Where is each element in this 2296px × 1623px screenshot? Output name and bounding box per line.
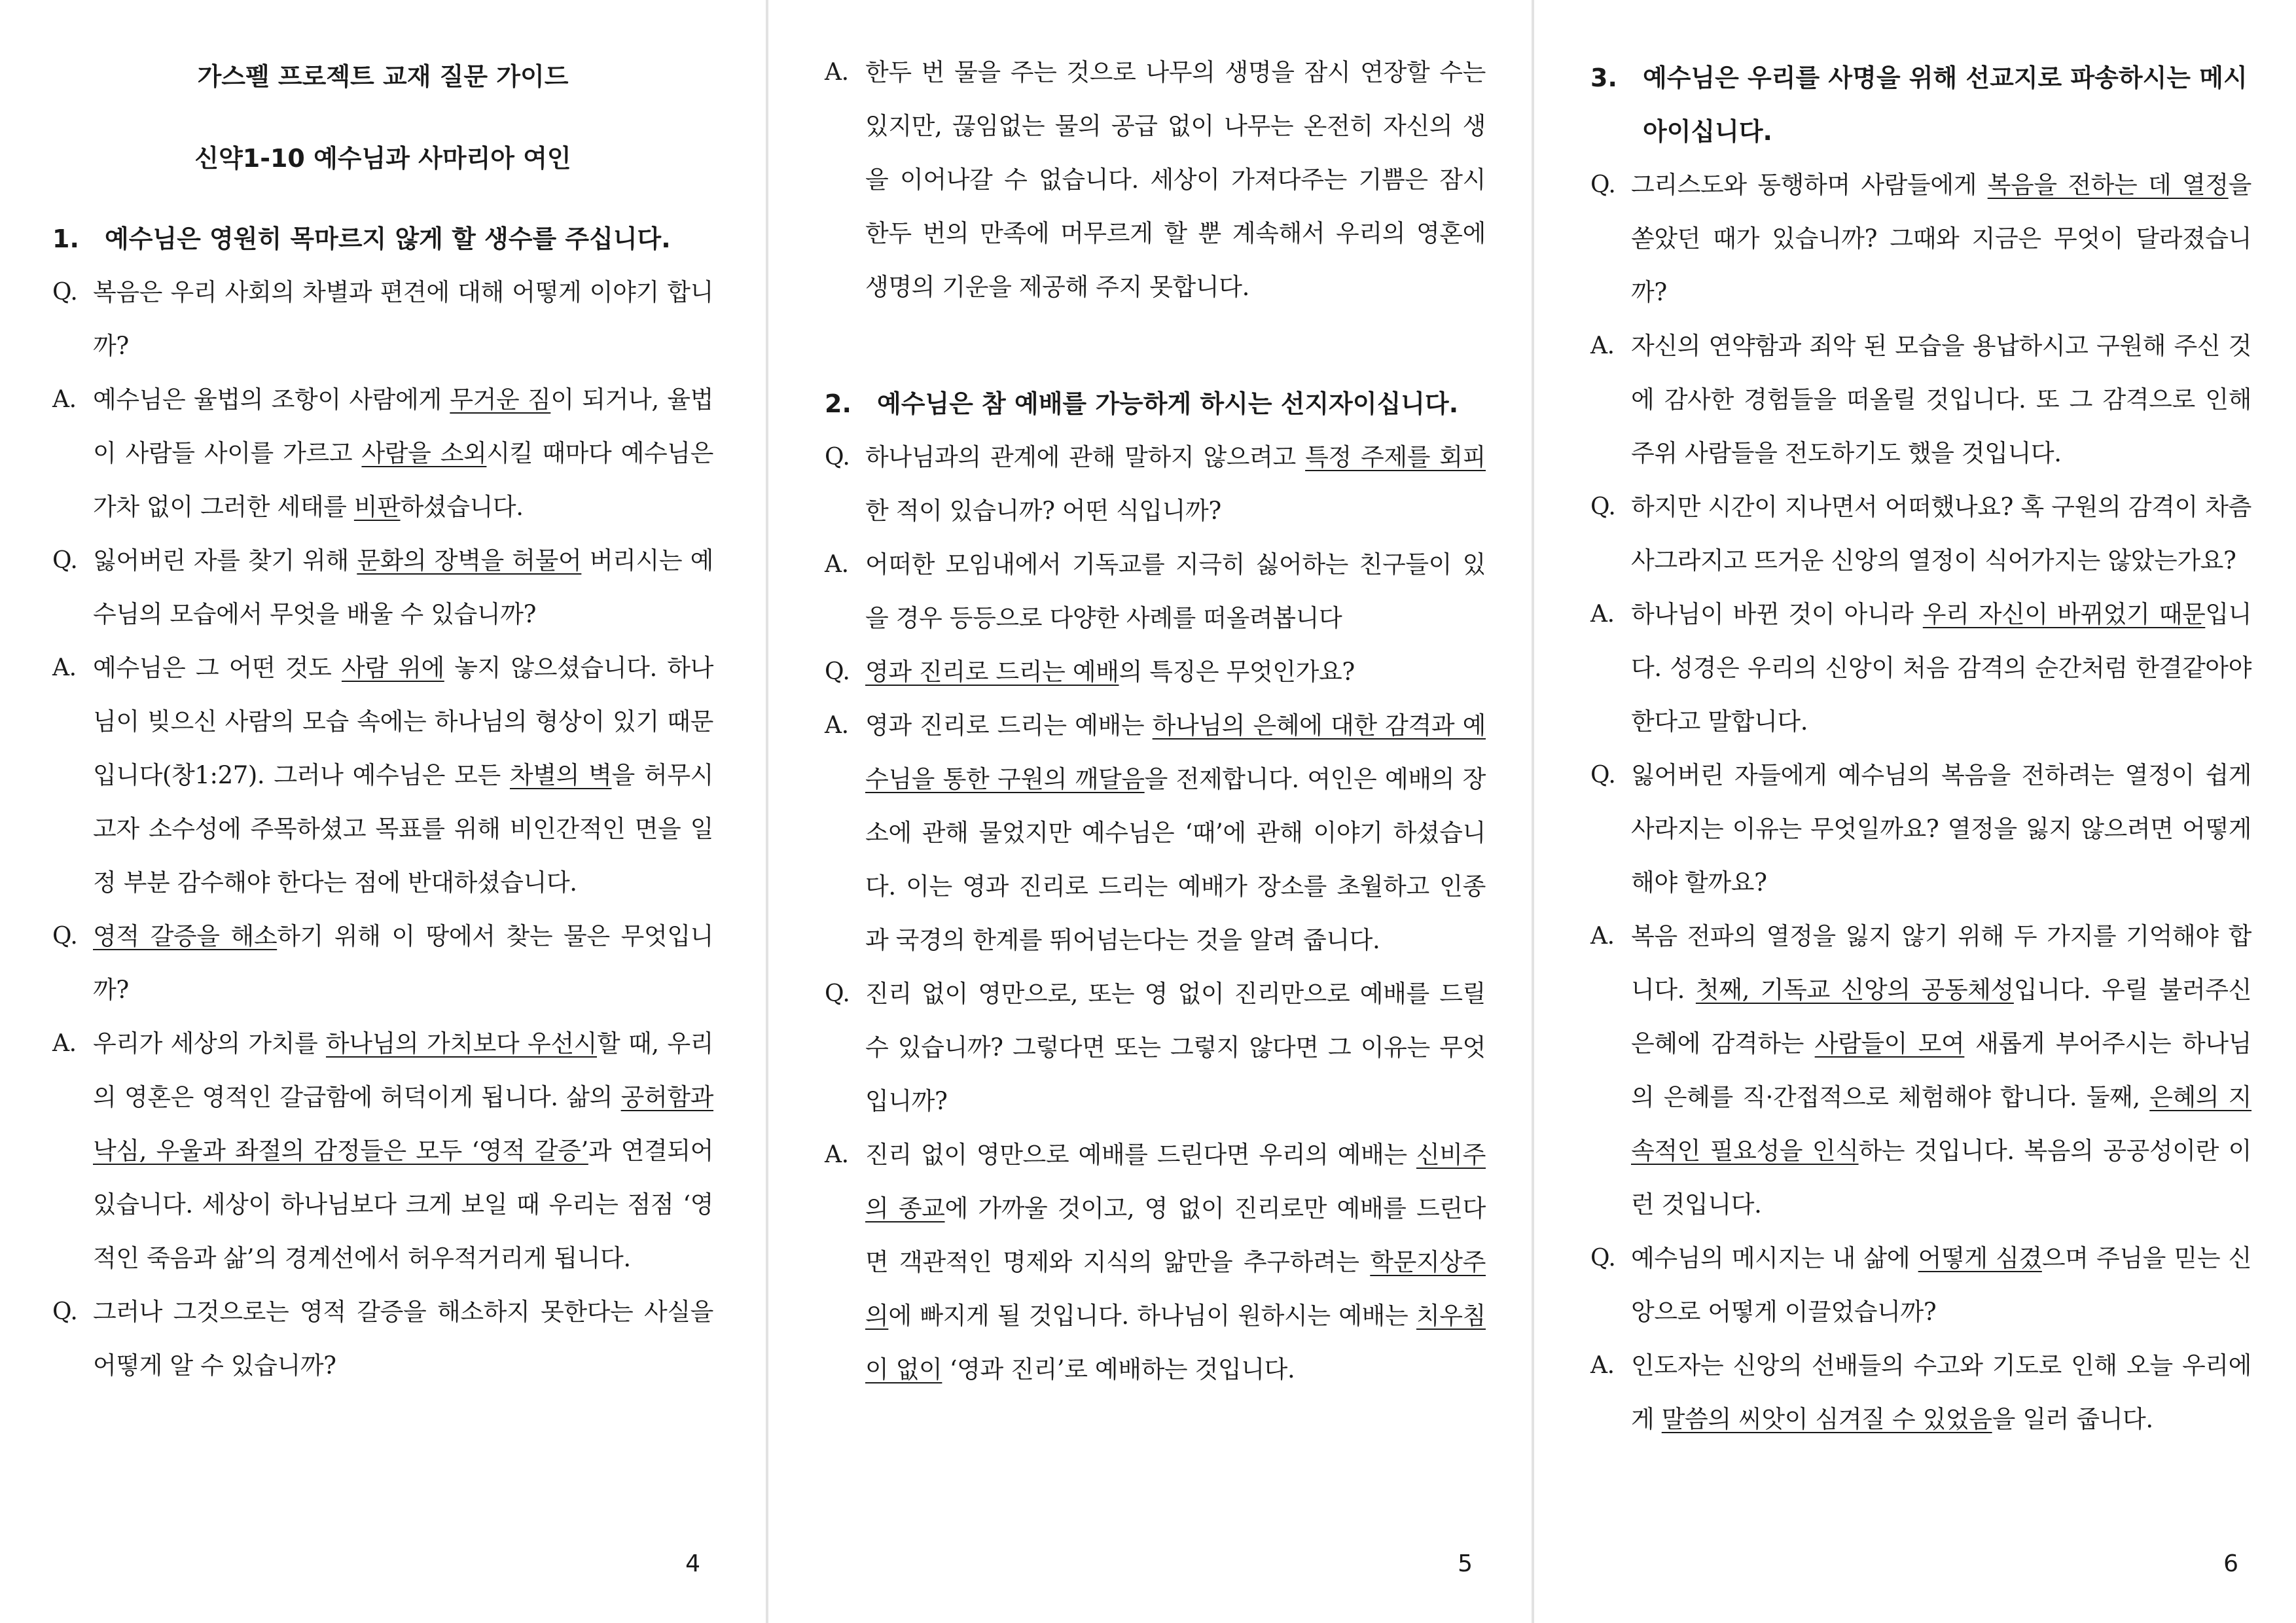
answer-marker: A.	[825, 551, 849, 578]
text-segment: 자신의 연약함과 죄악 된 모습을 용납하시고 구원해 주신 것에 감사한 경험들을 떠올릴 것입니다. 또 그 감격으로 인해 주위 사람들을 전도하기도 했을 것입니다.	[1631, 332, 2251, 467]
question-text	[93, 1285, 713, 1393]
text-segment: 한두 번 물을 주는 것으로 나무의 생명을 잠시 연장할 수는 있지만, 끊임없는 물의 공급 없이 나무는 온전히 자신의 생을 이어나갈 수 없습니다. 세상이 가져다주는 기쁨은 잠시 한두 번의 만족에 머무르게 할 뿐 계속해서 우리의 영혼에 생명의 기운을 제공해 주지 못합니다.	[865, 58, 1486, 301]
answer-item	[1590, 1339, 2251, 1446]
text-segment: 하나님과의 관계에 관해 말하지 않으려고	[865, 443, 1306, 471]
text-segment: 잃어버린 자를 찾기 위해	[93, 546, 357, 575]
underlined-phrase: 영과 진리로 드리는 예배	[865, 658, 1119, 686]
answer-marker: A.	[52, 654, 77, 681]
text-segment: 을 허무시고자 소수성에 주목하셨고 목표를 위해 비인간적인 면을 일정 부분 감수해야 한다는 점에 반대하셨습니다.	[93, 761, 713, 897]
text-segment: 복음은 우리 사회의 차별과 편견에 대해 어떻게 이야기 합니까?	[93, 278, 713, 360]
text-segment: 진리 없이 영만으로, 또는 영 없이 진리만으로 예배를 드릴 수 있습니까? 그렇다면 또는 그렇지 않다면 그 이유는 무엇입니까?	[865, 980, 1486, 1115]
underlined-phrase: 복음을 전하는 데 열정	[1987, 171, 2229, 199]
answer-marker: A.	[52, 386, 77, 413]
answer-item	[52, 641, 713, 910]
answer-text	[1631, 588, 2251, 749]
text-segment: 을 쏟았던 때가 있습니까? 그때와 지금은 무엇이 달라졌습니까?	[1631, 171, 2251, 306]
answer-item	[825, 538, 1486, 645]
page-number: 4	[685, 1550, 700, 1577]
underlined-phrase: 비판	[353, 493, 401, 521]
section-heading	[1590, 51, 2251, 158]
question-text	[1631, 480, 2251, 588]
document-page-5	[825, 0, 1486, 1623]
answer-item	[825, 46, 1486, 314]
answer-text	[1631, 1339, 2251, 1446]
underlined-phrase: 하나님의 은혜에 대한 감격과 예수님을 통한 구원의 깨달음	[865, 711, 1486, 793]
text-segment: 할 때, 우리의 영혼은 영적인 갈급함에 허덕이게 됩니다. 삶의	[93, 1029, 714, 1111]
answer-item	[825, 699, 1486, 967]
underlined-phrase: 말씀의 씨앗이 심겨질 수 있었음	[1661, 1405, 1992, 1433]
text-segment: 이 되거나, 율법이 사람들 사이를 가르고	[93, 385, 714, 467]
text-segment: 복음 전파의 열정을 잃지 않기 위해 두 가지를 기억해야 합니다.	[1631, 922, 2251, 1004]
answer-text	[93, 1017, 713, 1285]
text-segment: 인도자는 신앙의 선배들의 수고와 기도로 인해 오늘 우리에게	[1631, 1351, 2251, 1433]
answer-item	[52, 373, 713, 534]
underlined-phrase: 신비주의 종교	[865, 1141, 1486, 1222]
question-text	[93, 534, 713, 641]
question-text	[865, 967, 1486, 1128]
text-segment: 잃어버린 자들에게 예수님의 복음을 전하려는 열정이 쉽게 사라지는 이유는 무엇일까요? 열정을 잃지 않으려면 어떻게 해야 할까요?	[1631, 761, 2251, 897]
answer-item	[52, 1017, 713, 1285]
text-segment: 새롭게 부어주시는 하나님의 은혜를 직·간접적으로 체험해야 합니다. 둘째,	[1631, 1029, 2251, 1111]
underlined-phrase: 무거운 짐	[450, 385, 551, 414]
question-marker: Q.	[1590, 171, 1616, 198]
text-segment: 과 연결되어 있습니다. 세상이 하나님보다 크게 보일 때 우리는 점점 ‘영적인 죽음과 삶’의 경계선에서 허우적거리게 됩니다.	[93, 1137, 714, 1272]
text-segment: 놓지 않으셨습니다. 하나님이 빚으신 사람의 모습 속에는 하나님의 형상이 있기 때문입니다(창1:27). 그러나 예수님은 모든	[93, 654, 713, 789]
text-segment: 우리가 세상의 가치를	[93, 1029, 326, 1058]
text-segment: 진리 없이 영만으로 예배를 드린다면 우리의 예배는	[865, 1141, 1416, 1169]
answer-text	[1631, 910, 2251, 1232]
document-page-6	[1590, 0, 2251, 1623]
underlined-phrase: 학문지상주의	[865, 1248, 1486, 1330]
text-segment: 으며 주님을 믿는 신앙으로 어떻게 이끌었습니까?	[1631, 1244, 2251, 1326]
text-segment: 어떠한 모임내에서 기독교를 지극히 싫어하는 친구들이 있을 경우 등등으로 다양한 사례를 떠올려봅니다	[865, 550, 1486, 632]
question-item	[52, 910, 713, 1017]
answer-text	[865, 538, 1486, 645]
answer-marker: A.	[1590, 1352, 1615, 1379]
underlined-phrase: 차별의 벽	[509, 761, 612, 789]
question-marker: Q.	[52, 1298, 78, 1325]
answer-marker: A.	[825, 1141, 849, 1168]
text-segment: 에 빠지게 될 것입니다. 하나님이 원하시는 예배는	[888, 1302, 1416, 1330]
question-item	[825, 431, 1486, 538]
question-text	[1631, 1232, 2251, 1339]
question-text	[1631, 158, 2251, 319]
text-segment: 예수님은 율법의 조항이 사람에게	[93, 385, 450, 414]
answer-text	[93, 641, 713, 910]
text-segment: 하나님이 바뀐 것이 아니라	[1631, 600, 1923, 628]
answer-item	[1590, 319, 2251, 480]
question-item	[825, 967, 1486, 1128]
text-segment: 에 가까울 것이고, 영 없이 진리로만 예배를 드린다면 객관적인 명제와 지식의 앎만을 추구하려는	[865, 1194, 1486, 1276]
underlined-phrase: 특정 주제를 회피	[1305, 443, 1486, 471]
text-segment: 그러나 그것으로는 영적 갈증을 해소하지 못한다는 사실을 어떻게 알 수 있습니까?	[93, 1298, 713, 1380]
text-segment: 하기 위해 이 땅에서 찾는 물은 무엇입니까?	[93, 922, 714, 1004]
page-content	[825, 46, 1486, 1397]
text-segment: 하셨습니다.	[400, 493, 524, 521]
page-content	[1590, 51, 2251, 1446]
answer-item	[1590, 910, 2251, 1232]
document-page-4	[52, 0, 713, 1623]
underlined-phrase: 우리 자신이 바뀌었기 때문	[1922, 600, 2206, 628]
question-item	[1590, 749, 2251, 910]
answer-text	[865, 46, 1486, 314]
text-segment: 예수님은 그 어떤 것도	[93, 654, 342, 682]
underlined-phrase: 은혜의 지속적인 필요성을 인식	[1631, 1083, 2252, 1165]
text-segment: 입니다. 우릴 불러주신 은혜에 감격하는	[1631, 976, 2251, 1058]
question-marker: Q.	[1590, 493, 1616, 520]
answer-text	[865, 699, 1486, 967]
question-item	[52, 1285, 713, 1393]
question-text	[865, 431, 1486, 538]
section-heading-text: 예수님은 참 예배를 가능하게 하시는 선지자이십니다.	[877, 389, 1459, 418]
section-number: 2.	[825, 389, 852, 418]
question-text	[865, 645, 1486, 699]
answer-marker: A.	[1590, 332, 1615, 359]
question-marker: Q.	[825, 658, 850, 685]
underlined-phrase: 사람을 소외	[361, 439, 487, 467]
question-item	[825, 645, 1486, 699]
underlined-phrase: 사람들이 모여	[1814, 1029, 1965, 1058]
text-segment: 그리스도와 동행하며 사람들에게	[1631, 171, 1988, 199]
question-marker: Q.	[52, 923, 78, 950]
underlined-phrase: 공허함과 낙심, 우울과 좌절의 감정들은 모두 ‘영적 갈증’	[93, 1083, 713, 1165]
page-number: 5	[1458, 1550, 1473, 1577]
question-item	[52, 534, 713, 641]
underlined-phrase: 치우침이 없이	[865, 1302, 1486, 1383]
answer-text	[865, 1128, 1486, 1397]
page-divider	[766, 0, 768, 1623]
answer-marker: A.	[825, 59, 849, 86]
text-segment: 한 적이 있습니까? 어떤 식입니까?	[865, 497, 1221, 525]
question-marker: Q.	[825, 444, 850, 471]
answer-marker: A.	[825, 712, 849, 739]
question-marker: Q.	[1590, 762, 1616, 789]
question-marker: Q.	[52, 547, 78, 574]
question-item	[1590, 158, 2251, 319]
underlined-phrase: 하나님의 가치보다 우선시	[325, 1029, 598, 1058]
text-segment: 을 일러 줍니다.	[1992, 1405, 2153, 1433]
document-subtitle: 신약1-10 예수님과 사마리아 여인	[194, 144, 571, 173]
underlined-phrase: 첫째, 기독교 신앙의 공동체성	[1695, 976, 2014, 1004]
page-divider	[1532, 0, 1534, 1623]
section-heading	[825, 377, 1486, 431]
text-segment: 예수님의 메시지는 내 삶에	[1631, 1244, 1918, 1272]
answer-marker: A.	[52, 1030, 77, 1057]
text-segment: 영과 진리로 드리는 예배는	[865, 711, 1153, 740]
text-segment: 시킬 때마다 예수님은 가차 없이 그러한 세태를	[93, 439, 713, 521]
answer-item	[825, 1128, 1486, 1397]
page-content	[52, 212, 713, 1393]
underlined-phrase: 영적 갈증을 해소	[93, 922, 278, 950]
section-heading-text: 예수님은 우리를 사명을 위해 선교지로 파송하시는 메시아이십니다.	[1643, 63, 2248, 146]
answer-text	[1631, 319, 2251, 480]
document-title: 가스펠 프로젝트 교재 질문 가이드	[197, 62, 569, 91]
section-heading-text: 예수님은 영원히 목마르지 않게 할 생수를 주십니다.	[105, 224, 671, 253]
answer-item	[1590, 588, 2251, 749]
question-text	[93, 266, 713, 373]
page-number: 6	[2223, 1550, 2238, 1577]
underlined-phrase: 문화의 장벽을 허물어	[357, 546, 582, 575]
section-number: 1.	[52, 224, 79, 253]
question-text	[1631, 749, 2251, 910]
underlined-phrase: 어떻게 심겼	[1918, 1244, 2042, 1272]
question-marker: Q.	[825, 980, 850, 1007]
question-item	[1590, 1232, 2251, 1339]
text-segment: ‘영과 진리’로 예배하는 것입니다.	[942, 1355, 1295, 1383]
question-marker: Q.	[52, 279, 78, 306]
question-item	[52, 266, 713, 373]
question-item	[1590, 480, 2251, 588]
underlined-phrase: 사람 위에	[341, 654, 444, 682]
text-segment: 하지만 시간이 지나면서 어떠했나요? 혹 구원의 감격이 차츰 사그라지고 뜨거운 신앙의 열정이 식어가지는 않았는가요?	[1631, 493, 2251, 575]
text-segment: 하는 것입니다. 복음의 공공성이란 이런 것입니다.	[1631, 1137, 2251, 1219]
answer-marker: A.	[1590, 601, 1615, 628]
answer-marker: A.	[1590, 923, 1615, 950]
question-text	[93, 910, 713, 1017]
section-number: 3.	[1590, 63, 1617, 92]
question-marker: Q.	[1590, 1245, 1616, 1272]
section-heading	[52, 212, 713, 266]
text-segment: 버리시는 예수님의 모습에서 무엇을 배울 수 있습니까?	[93, 546, 713, 628]
answer-text	[93, 373, 713, 534]
text-segment: 을 전제합니다. 여인은 예배의 장소에 관해 물었지만 예수님은 ‘때’에 관해 이야기 하셨습니다. 이는 영과 진리로 드리는 예배가 장소를 초월하고 인종과 국경의 한계를 뛰어넘는다는 것을 알려 줍니다.	[865, 765, 1486, 954]
text-segment: 입니다. 성경은 우리의 신앙이 처음 감격의 순간처럼 한결같아야 한다고 말합니다.	[1631, 600, 2251, 736]
text-segment: 의 특징은 무엇인가요?	[1119, 658, 1355, 686]
